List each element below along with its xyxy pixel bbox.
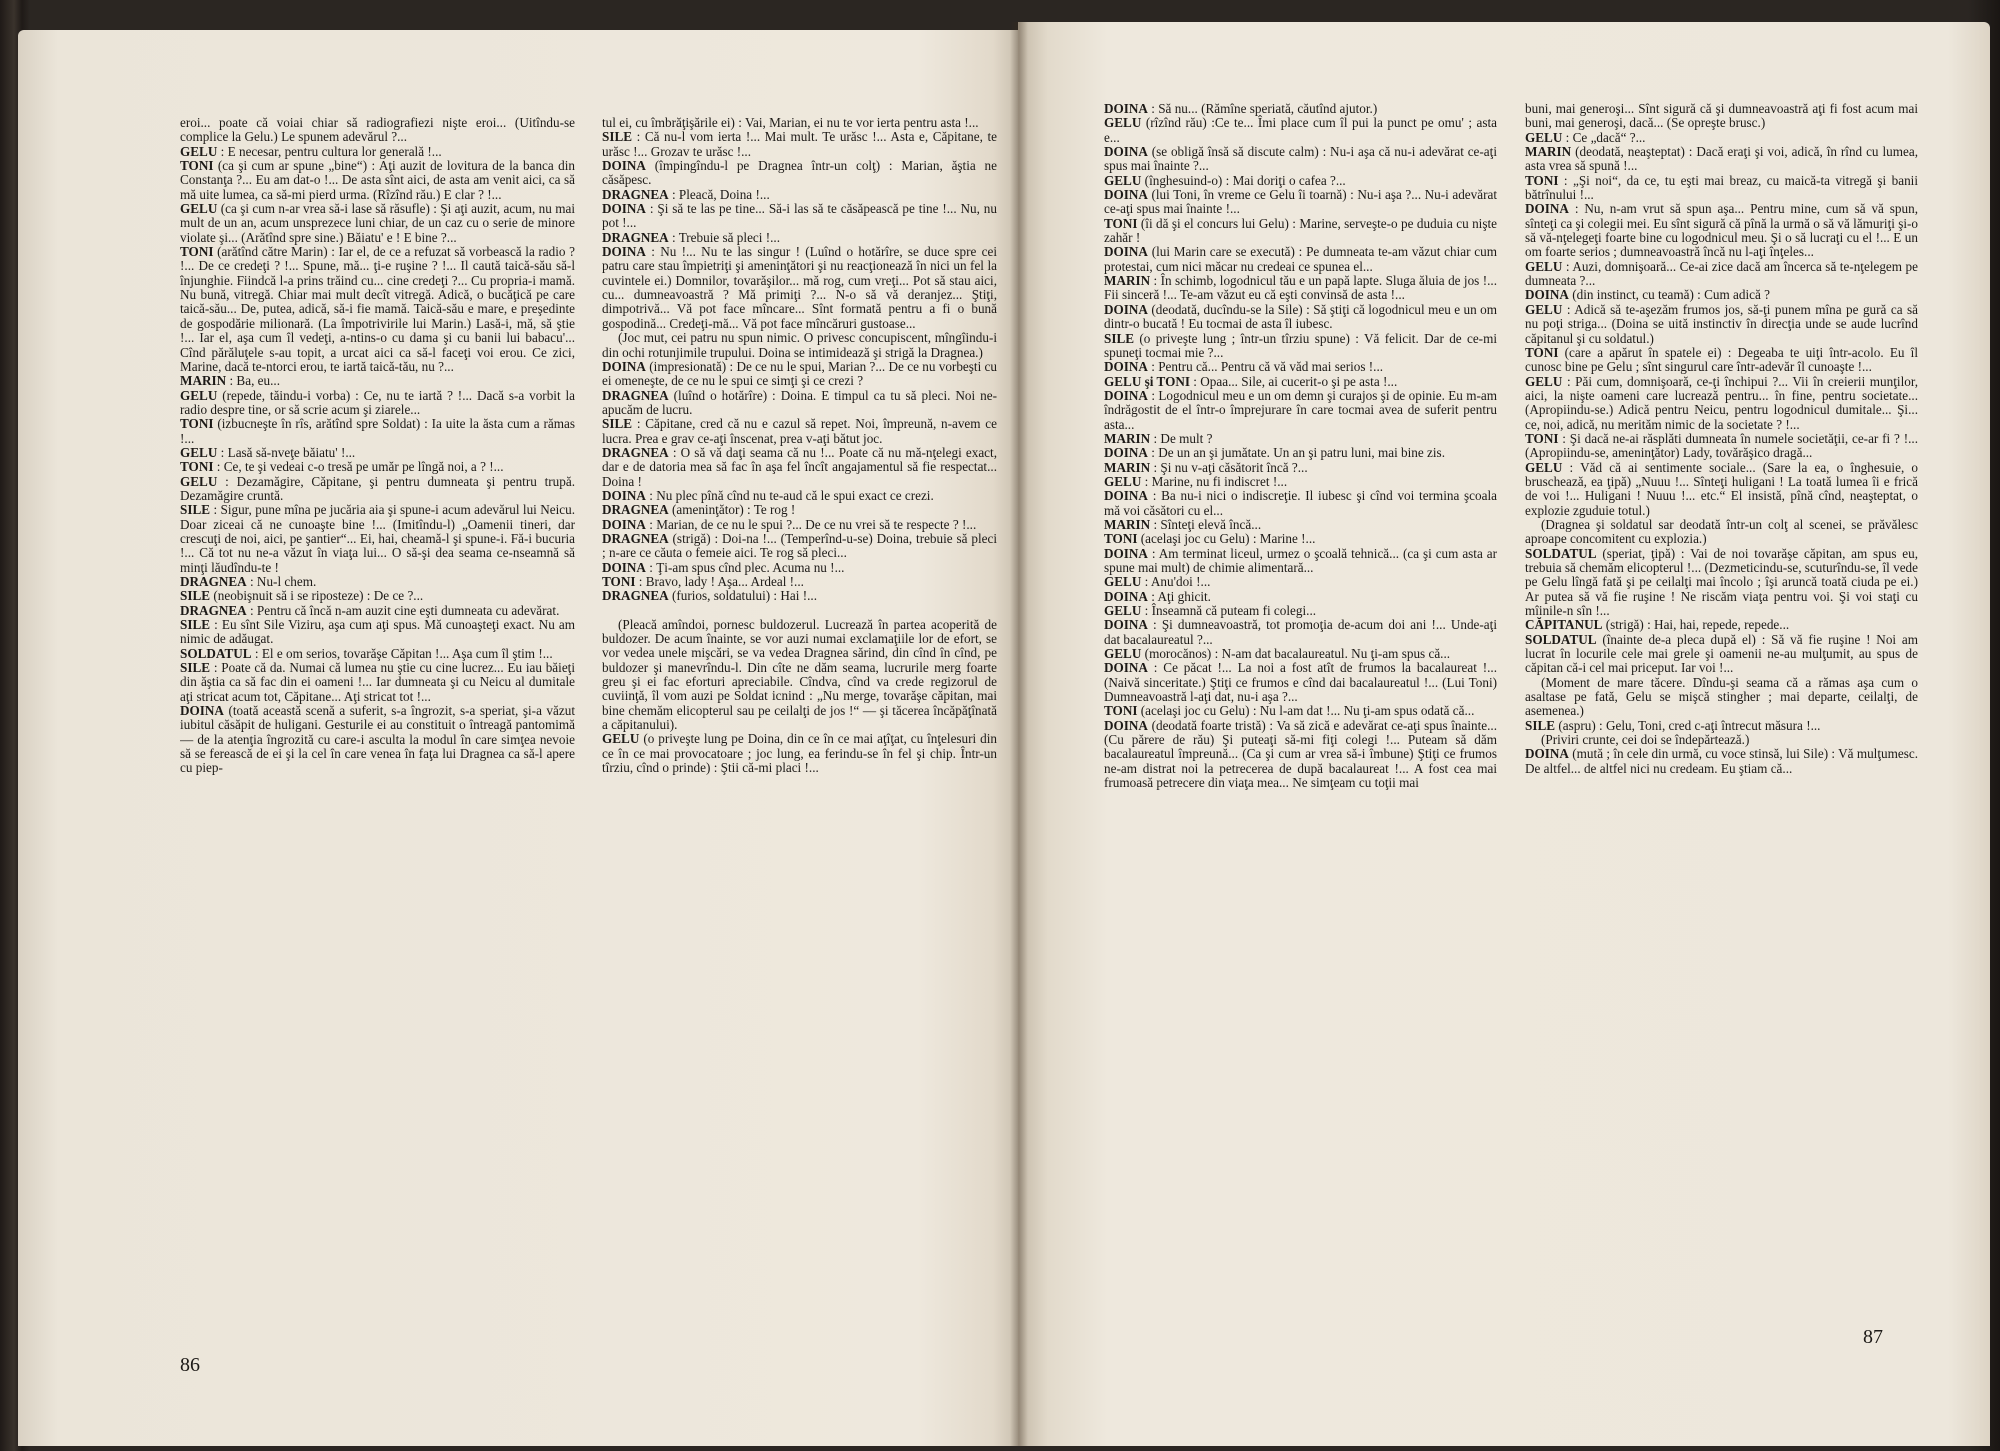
- speaker-name: GELU: [1525, 301, 1563, 317]
- right-page: [1018, 22, 1990, 1446]
- text-paragraph: GELU : E necesar, pentru cultura lor generală !...: [180, 143, 442, 159]
- speaker-name: SILE: [180, 502, 211, 518]
- text-paragraph: DOINA : Marian, de ce nu le spui ?... De ce nu vrei să te respecte ? !...: [602, 516, 977, 532]
- text-paragraph: TONI : „Şi noi“, da ce, tu eşti mai breaz, cu maică-ta vitregă şi banii bătrînului !...: [1525, 172, 1918, 203]
- speaker-name: DRAGNEA: [602, 186, 669, 202]
- text-paragraph: TONI (acelaşi joc cu Gelu) : Marine !...: [1104, 531, 1316, 547]
- speaker-name: GELU: [1525, 129, 1563, 145]
- speaker-name: GELU: [1104, 473, 1142, 489]
- speaker-name: SILE: [180, 617, 211, 633]
- text-paragraph: DOINA (deodată, ducîndu-se la Sile) : Să ştiţi că logodnicul meu e un om dintr-o bucată ! Eu tocmai de asta îl iubesc.: [1104, 301, 1497, 332]
- text-paragraph: DOINA : De un an şi jumătate. Un an şi patru luni, mai bine zis.: [1104, 445, 1445, 461]
- text-paragraph: MARIN : Şi nu v-aţi căsătorit încă ?...: [1104, 459, 1308, 475]
- text-paragraph: DRAGNEA (furios, soldatului) : Hai !...: [602, 588, 818, 604]
- text-paragraph: MARIN : De mult ?: [1104, 430, 1213, 446]
- text-paragraph: DRAGNEA (ameninţător) : Te rog !: [602, 502, 796, 518]
- speaker-name: DOINA: [1104, 488, 1148, 504]
- speaker-name: GELU: [180, 143, 218, 159]
- text-paragraph: DRAGNEA : Pentru că încă n-am auzit cine eşti dumneata cu adevărat.: [180, 602, 560, 618]
- text-paragraph: SILE (aspru) : Gelu, Toni, cred c-aţi întrecut măsura !...: [1525, 717, 1821, 733]
- speaker-name: TONI: [1104, 531, 1138, 547]
- speaker-name: SOLDATUL: [180, 645, 252, 661]
- text-paragraph: SOLDATUL (speriat, ţipă) : Vai de noi tovarăşe căpitan, am spus eu, trebuia să chemăm elicopterul !... (Dezmeticindu-se, scuturîndu-se, îl vede pe Gelu lîngă fată şi pe ceilalţi mai încolo ; îşi aruncă toată ciuda pe ei.) Ar putea să vă fie ruşine ! Ne riscăm viaţa pentru voi. Şi voi staţi cu mîinile-n sîn !...: [1525, 545, 1918, 619]
- speaker-name: DOINA: [1525, 746, 1569, 762]
- left-page-column-1: [180, 116, 575, 1146]
- text-paragraph: DRAGNEA : Pleacă, Doina !...: [602, 186, 770, 202]
- text-paragraph: TONI (îi dă şi el concurs lui Gelu) : Marine, serveşte-o pe duduia cu nişte zahăr !: [1104, 215, 1497, 246]
- page-number-right: 87: [1863, 1326, 1883, 1348]
- text-paragraph: SILE : Căpitane, cred că nu e cazul să repet. Noi, împreună, n-avem ce lucra. Prea e grav ce-aţi înscenat, prea v-aţi bătut joc.: [602, 416, 997, 446]
- text-paragraph: DOINA : Aţi ghicit.: [1104, 588, 1211, 604]
- speaker-name: DOINA: [1104, 588, 1148, 604]
- text-paragraph: GELU (rîzînd rău) :Ce te... Îmi place cum îl pui la punct pe omu' ; asta e...: [1104, 115, 1497, 145]
- text-paragraph: DOINA (mută ; în cele din urmă, cu voce stinsă, lui Sile) : Vă mulţumesc. De altfel... de altfel nici nu credeam. Eu ştiam că...: [1525, 746, 1918, 776]
- text-paragraph: DOINA (din instinct, cu teamă) : Cum adică ?: [1525, 287, 1771, 303]
- speaker-name: TONI: [1525, 344, 1559, 360]
- text-paragraph: eroi... poate că voiai chiar să radiografiezi nişte eroi... (Uitîndu-se complice la Gelu.) Le spunem adevărul ?...: [180, 116, 575, 145]
- speaker-name: GELU: [1525, 459, 1563, 475]
- speaker-name: GELU: [180, 201, 218, 217]
- text-paragraph: GELU (repede, tăindu-i vorba) : Ce, nu te iartă ? !... Dacă s-a vorbit la radio despre tine, or să scrie acum şi ziarele...: [180, 387, 575, 417]
- speaker-name: MARIN: [1104, 516, 1151, 532]
- speaker-name: GELU: [1104, 115, 1142, 131]
- speaker-name: TONI: [1104, 215, 1138, 231]
- speaker-name: TONI: [180, 459, 214, 475]
- text-paragraph: DRAGNEA (luînd o hotărîre) : Doina. E timpul ca tu să pleci. Noi ne-apucăm de lucru.: [602, 387, 997, 417]
- text-paragraph: DOINA (lui Marin care se execută) : Pe dumneata te-am văzut chiar cum protestai, cum nici măcar nu credeai ce spunea el...: [1104, 244, 1497, 274]
- speaker-name: DOINA: [1104, 387, 1148, 403]
- text-paragraph: TONI (ca şi cum ar spune „bine“) : Aţi auzit de lovitura de la banca din Constanţa ?... Eu am dat-o !... De asta sînt aici, de asta am venit aici, ca să mă uite lumea, ca să-mi pierd urma. (Rîzînd rău.) E clar ? !...: [180, 158, 575, 202]
- text-paragraph: MARIN : Ba, eu...: [180, 373, 280, 389]
- speaker-name: DRAGNEA: [602, 229, 669, 245]
- speaker-name: SILE: [180, 660, 211, 676]
- speaker-name: DOINA: [1104, 359, 1148, 375]
- text-paragraph: SILE : Poate că da. Numai că lumea nu ştie cu cine lucrez... Eu iau băieţi din ăştia ca să fac din ei oameni !... Iar dumneata şi cu Neicu al dumitale aţi stricat acum tot, Căpitane... Aţi stricat tot !...: [180, 660, 575, 704]
- text-paragraph: DOINA : Nu, n-am vrut să spun aşa... Pentru mine, cum să vă spun, sînteţi ca şi colegii mei. Eu sînt sigură că pînă la urmă o să vă lămuriţi şi-o să vă-nţelegeţi foarte bine cu logodnicul meu. Şi o să lucraţi cu el !... E un om foarte serios ; dumneavoastră încă nu l-aţi înţeles...: [1525, 201, 1918, 260]
- speaker-name: TONI: [180, 158, 214, 174]
- speaker-name: GELU: [180, 444, 218, 460]
- text-paragraph: DOINA : Logodnicul meu e un om demn şi curajos şi de opinie. Eu m-am îndrăgostit de el într-o împrejurare în care tocmai avea de suferit pentru asta...: [1104, 387, 1497, 432]
- speaker-name: CĂPITANUL: [1525, 617, 1603, 633]
- speaker-name: GELU şi TONI: [1104, 373, 1190, 389]
- text-paragraph: GELU : Lasă să-nveţe băiatu' !...: [180, 444, 356, 460]
- text-paragraph: TONI : Bravo, lady ! Aşa... Ardeal !...: [602, 574, 804, 589]
- speaker-name: MARIN: [1104, 273, 1151, 289]
- text-paragraph: DOINA : Să nu... (Rămîne speriată, căutînd ajutor.): [1104, 102, 1378, 116]
- page-number-left: 86: [180, 1354, 200, 1376]
- text-paragraph: DOINA : Şi să te las pe tine... Să-i las să te căsăpească pe tine !... Nu, nu pot !...: [602, 201, 997, 231]
- text-paragraph: DOINA : Nu !... Nu te las singur ! (Luînd o hotărîre, se duce spre cei patru care stau împietriţi şi ameninţători şi nu reacţionează în nici un fel la cuvintele ei.) Domnilor, tovarăşilor... mă rog, cum vreţi... Pot să stau aici, cu... dumneavoastră ? Mă primiţi ?... N-o să vă deranjez... Ştiţi, dimpotrivă... Vă pot face mîncare... Sînt formată pentru a fi o bună gospodină... Credeţi-mă... Vă pot face mîncăruri gustoase...: [602, 244, 997, 331]
- text-paragraph: MARIN : În schimb, logodnicul tău e un papă lapte. Sluga ăluia de jos !... Fii sinceră !... Te-am văzut eu că eşti convinsă de asta !...: [1104, 273, 1497, 303]
- text-paragraph: DOINA : Ţi-am spus cînd plec. Acuma nu !...: [602, 559, 845, 575]
- speaker-name: DOINA: [1104, 717, 1148, 733]
- text-paragraph: TONI (izbucneşte în rîs, arătînd spre Soldat) : Ia uite la ăsta cum a rămas !...: [180, 416, 575, 446]
- text-paragraph: SILE : Eu sînt Sile Viziru, aşa cum aţi spus. Mă cunoaşteţi exact. Nu am nimic de adăugat.: [180, 617, 575, 647]
- text-paragraph: GELU : Adică să te-aşezăm frumos jos, să-ţi punem mîna pe gură ca să nu poţi striga... (Doina se uită instinctiv în direcţia unde se aude lucrînd căpitanul şi cu soldatul.): [1525, 301, 1918, 346]
- text-paragraph: DRAGNEA (strigă) : Doi-na !... (Temperînd-u-se) Doina, trebuie să pleci ; n-are ce căuta o femeie aici. Te rog să pleci...: [602, 530, 997, 561]
- speaker-name: MARIN: [1525, 144, 1572, 160]
- text-paragraph: GELU (morocănos) : N-am dat bacalaureatul. Nu ţi-am spus că...: [1104, 646, 1451, 662]
- text-paragraph: MARIN : Sînteţi elevă încă...: [1104, 516, 1262, 532]
- speaker-name: SOLDATUL: [1525, 631, 1597, 647]
- text-paragraph: DOINA : Ba nu-i nici o indiscreţie. Il iubesc şi cînd voi termina şcoala mă voi căsători cu el...: [1104, 488, 1497, 518]
- speaker-name: DOINA: [1104, 187, 1148, 203]
- speaker-name: DOINA: [602, 487, 646, 503]
- text-paragraph: DOINA : Am terminat liceul, urmez o şcoală tehnică... (ca şi cum asta ar spune mai mult) de chimie alimentară...: [1104, 545, 1497, 575]
- speaker-name: MARIN: [180, 373, 227, 389]
- text-paragraph: GELU (înghesuind-o) : Mai doriţi o cafea ?...: [1104, 172, 1346, 188]
- speaker-name: DOINA: [602, 201, 646, 217]
- speaker-name: DRAGNEA: [180, 574, 247, 589]
- text-paragraph: TONI (acelaşi joc cu Gelu) : Nu l-am dat !... Nu ţi-am spus odată că...: [1104, 703, 1475, 719]
- text-paragraph: GELU : Dezamăgire, Căpitane, şi pentru dumneata şi pentru trupă. Dezamăgire cruntă.: [180, 473, 575, 503]
- speaker-name: DOINA: [1104, 445, 1148, 461]
- text-paragraph: DOINA (împingîndu-l pe Dragnea într-un colţ) : Marian, ăştia ne căsăpesc.: [602, 158, 997, 188]
- text-paragraph: DOINA (impresionată) : De ce nu le spui, Marian ?... De ce nu vorbeşti cu ei omeneşte, de ce nu le spui ce simţi şi ce crezi ?: [602, 358, 997, 389]
- speaker-name: DOINA: [180, 703, 224, 719]
- text-paragraph: SOLDATUL : El e om serios, tovarăşe Căpitan !... Aşa cum îl ştim !...: [180, 645, 553, 661]
- speaker-name: TONI: [180, 416, 214, 432]
- speaker-name: TONI: [180, 244, 214, 260]
- text-paragraph: DOINA : Ce păcat !... La noi a fost atît de frumos la bacalaureat !... (Naivă sinceritate.) Ştiţi ce frumos e cînd dai bacalaureatul !... (Lui Toni) Dumneavoastră l-aţi dat, nu-i aşa ?...: [1104, 660, 1497, 705]
- speaker-name: DOINA: [602, 559, 646, 575]
- text-paragraph: DOINA : Pentru că... Pentru că vă văd mai serios !...: [1104, 359, 1384, 375]
- text-paragraph: GELU : Marine, nu fi indiscret !...: [1104, 473, 1288, 489]
- speaker-name: GELU: [1104, 603, 1142, 619]
- speaker-name: SILE: [1104, 330, 1135, 346]
- text-paragraph: SILE : Sigur, pune mîna pe jucăria aia şi spune-i acum adevărul lui Neicu. Doar ziceai că ne cunoaşte bine !... (Imitîndu-l) „Oamenii tineri, dar crescuţi de noi, aici, pe şantier“... Ei, hai, cheamă-l şi spune-i. Fă-i bucuria !... Că tot nu ne-a văzut în viaţa lui... O să-şi dea seama ce-nseamnă să minţi lăudîndu-te !: [180, 502, 575, 575]
- speaker-name: SILE: [602, 416, 633, 432]
- right-page-column-1: [1104, 102, 1497, 1112]
- speaker-name: SOLDATUL: [1525, 545, 1597, 561]
- text-paragraph: buni, mai generoşi... Sînt sigură că şi dumneavoastră aţi fi fost acum mai buni, mai generoşi, dacă... (Se opreşte brusc.): [1525, 102, 1918, 131]
- text-paragraph: (Joc mut, cei patru nu spun nimic. O privesc concupiscent, mîngîindu-i din ochi rotunjimile trupului. Doina se intimidează şi strigă la Dragnea.): [602, 330, 997, 360]
- text-paragraph: SILE (o priveşte lung ; într-un tîrziu spune) : Vă felicit. Dar de ce-mi spuneţi tocmai mie ?...: [1104, 330, 1497, 360]
- speaker-name: GELU: [1525, 373, 1563, 389]
- text-paragraph: GELU : Înseamnă că puteam fi colegi...: [1104, 603, 1317, 619]
- text-paragraph: GELU şi TONI : Opaa... Sile, ai cucerit-o şi pe asta !...: [1104, 373, 1398, 389]
- text-paragraph: GELU : Anu'doi !...: [1104, 574, 1211, 590]
- speaker-name: DOINA: [602, 358, 646, 374]
- text-paragraph: DOINA (lui Toni, în vreme ce Gelu îi toarnă) : Nu-i aşa ?... Nu-i adevărat ce-aţi spus mai înainte !...: [1104, 187, 1497, 217]
- text-paragraph: GELU : Auzi, domnişoară... Ce-ai zice dacă am încerca să te-nţelegem pe dumneata ?...: [1525, 258, 1918, 289]
- text-paragraph: GELU : Păi cum, domnişoară, ce-ţi închipui ?... Vii în creierii munţilor, aici, la nişte oameni care lucrează pentru... în fine, pentru societate... (Apropiindu-se.) Adică pentru Neicu, pentru logodnicul dumitale... Şi... ce, noi, adică, nu merităm nimic de la societate ? !...: [1525, 373, 1918, 432]
- speaker-name: TONI: [1525, 430, 1559, 446]
- text-paragraph: DOINA (se obligă însă să discute calm) : Nu-i aşa că nu-i adevărat ce-aţi spus mai înainte ?...: [1104, 144, 1497, 174]
- speaker-name: GELU: [1104, 574, 1142, 590]
- text-paragraph: TONI (care a apărut în spatele ei) : Degeaba te uiţi într-acolo. Eu îl cunosc bine pe Gelu ; sînt singurul care într-adevăr îl cunoaşte !...: [1525, 344, 1918, 375]
- speaker-name: DRAGNEA: [602, 502, 669, 518]
- left-page: [18, 30, 1018, 1446]
- text-paragraph: (Dragnea şi soldatul sar deodată într-un colţ al scenei, se prăvălesc aproape concomitent cu explozia.): [1525, 516, 1918, 547]
- text-paragraph: (Pleacă amîndoi, pornesc buldozerul. Lucrează în partea acoperită de buldozer. De acum înainte, se vor auzi numai exclamaţiile lor de efort, se vor vedea unele mişcări, se va vedea Dragnea sărind, din cînd în cînd, pe buldozer şi manevrîndu-l. Din cîte ne dăm seama, lucrurile merg foarte greu şi ei fac eforturi apreciabile. Cîndva, cînd va crede regizorul de cuviinţă, îl vom auzi pe Soldat icnind : „Nu merge, tovarăşe căpitan, mai bine chemăm elicopterul sau pe ceilalţi de jos !“ — şi tăcerea încăpăţînată a căpitanului).: [602, 616, 997, 733]
- speaker-name: DOINA: [602, 158, 646, 174]
- text-paragraph: MARIN (deodată, neaşteptat) : Dacă eraţi şi voi, adică, în rînd cu lumea, asta vrea să spună !...: [1525, 144, 1918, 174]
- text-paragraph: (Priviri crunte, cei doi se îndepărtează.): [1541, 732, 1750, 748]
- speaker-name: DOINA: [602, 516, 646, 532]
- text-paragraph: tul ei, cu îmbrăţişările ei) : Vai, Marian, ei nu te vor ierta pentru asta !...: [602, 116, 979, 130]
- speaker-name: DRAGNEA: [602, 530, 669, 546]
- text-paragraph: TONI : Ce, te şi vedeai c-o tresă pe umăr pe lîngă noi, a ? !...: [180, 459, 504, 475]
- speaker-name: SILE: [602, 129, 633, 145]
- speaker-name: DOINA: [1104, 617, 1148, 633]
- text-paragraph: GELU (o priveşte lung pe Doina, din ce în ce mai aţîţat, cu înţelesuri din ce în ce mai provocatoare ; joc lung, ea ferindu-se în fel şi chip. Într-un tîrziu, cînd o prinde) : Ştii că-mi placi !...: [602, 731, 997, 776]
- speaker-name: MARIN: [1104, 430, 1151, 446]
- text-paragraph: TONI (arătînd către Marin) : Iar el, de ce a refuzat să vorbească la radio ? !... De ce credeţi ? !... Spune, mă... ţi-e ruşine ? !... Il caută taică-său să-l înjunghie. Fiindcă l-a prins trăind cu... cine credeţi ?... Cu propria-i mamă. Nu bună, vitregă. Chiar mai mult decît vitregă. Adică, o bucăţică pe care taică-său... De, putea, adică, să-i fie mamă. Taică-său e mare, e preşedinte de gospodărie milionară. (La împotrivirile lui Marin.) Lasă-i, mă, să ştie !... Iar el, aşa cum îl vedeţi, a-ntins-o cu dama şi cu banii lui babacu'... Cînd părăluţele s-au topit, a urcat aici ca să-l faceţi voi erou. Ce zici, Marine, dacă te-ntorci erou, te iartă taică-tău, nu ?...: [180, 244, 575, 374]
- text-paragraph: SOLDATUL (înainte de-a pleca după el) : Să vă fie ruşine ! Noi am lucrat în locurile cele mai grele şi oamenii ne-au mulţumit, au spus de căpitan că-i cel mai priceput. Iar voi !...: [1525, 631, 1918, 676]
- speaker-name: MARIN: [1104, 459, 1151, 475]
- speaker-name: DRAGNEA: [602, 588, 669, 604]
- speaker-name: TONI: [1104, 703, 1138, 719]
- speaker-name: DOINA: [1104, 660, 1148, 676]
- speaker-name: GELU: [1104, 172, 1142, 188]
- speaker-name: DRAGNEA: [602, 444, 669, 460]
- speaker-name: DOINA: [602, 244, 646, 260]
- text-paragraph: DRAGNEA : Trebuie să pleci !...: [602, 229, 781, 245]
- speaker-name: GELU: [1104, 646, 1142, 662]
- text-paragraph: SILE : Că nu-l vom ierta !... Mai mult. Te urăsc !... Asta e, Căpitane, te urăsc !... Grozav te urăsc !...: [602, 129, 997, 159]
- speaker-name: GELU: [602, 731, 640, 747]
- text-paragraph: DOINA (toată această scenă a suferit, s-a îngrozit, s-a speriat, şi-a văzut iubitul căsăpit de huligani. Gesturile ei au constituit o întreagă pantomimă — de la atenţia îngrozită cu care-i asculta la modul în care simţea nevoie să se ferească de ei şi la cel în care venea în faţa lui Dragnea ca să-l apere cu piep-: [180, 703, 575, 776]
- speaker-name: DRAGNEA: [602, 387, 669, 403]
- speaker-name: SILE: [1525, 717, 1556, 733]
- speaker-name: SILE: [180, 588, 211, 604]
- speaker-name: DOINA: [1104, 244, 1148, 260]
- text-paragraph: GELU : Văd că ai sentimente sociale... (Sare la ea, o înghesuie, o bruschează, ea ţipă) „Nuuu !... Sînteţi huligani ! La toată lumea îi e frică de voi !... Huligani ! Nuuu !... etc.“ El insistă, pînă cînd, neaşteptat, o explozie zguduie totul.): [1525, 459, 1918, 518]
- right-page-column-2: [1525, 102, 1918, 1112]
- speaker-name: DOINA: [1525, 287, 1569, 303]
- text-paragraph: SILE (neobişnuit să i se riposteze) : De ce ?...: [180, 588, 424, 604]
- speaker-name: GELU: [180, 473, 218, 489]
- speaker-name: TONI: [1525, 172, 1559, 188]
- speaker-name: TONI: [602, 574, 636, 589]
- text-paragraph: DOINA : Şi dumneavoastră, tot promoţia de-acum doi ani !... Unde-aţi dat bacalaureatul ?...: [1104, 617, 1497, 647]
- speaker-name: DOINA: [1104, 102, 1148, 116]
- text-paragraph: GELU : Ce „dacă“ ?...: [1525, 129, 1646, 145]
- text-paragraph: (Moment de mare tăcere. Dîndu-şi seama că a rămas aşa cum o asaltase pe fată, Gelu se mişcă stingher ; mai departe, ceilalţi, de asemenea.): [1525, 674, 1918, 719]
- text-paragraph: CĂPITANUL (strigă) : Hai, hai, repede, repede...: [1525, 617, 1790, 633]
- left-page-column-2: [602, 116, 997, 1146]
- speaker-name: DOINA: [1104, 144, 1148, 160]
- speaker-name: DRAGNEA: [180, 602, 247, 618]
- text-paragraph: DOINA : Nu plec pînă cînd nu te-aud că le spui exact ce crezi.: [602, 487, 934, 503]
- speaker-name: GELU: [1525, 258, 1563, 274]
- speaker-name: DOINA: [1104, 545, 1148, 561]
- text-paragraph: TONI : Şi dacă ne-ai răsplăti dumneata în numele societăţii, ce-ar fi ? !... (Apropiindu-se, ameninţător) Lady, tovărăşico dragă...: [1525, 430, 1918, 461]
- text-paragraph: DOINA (deodată foarte tristă) : Va să zică e adevărat ce-aţi spus înainte... (Cu părere de rău) Şi puteaţi să-mi fiţi colegi !... Puteam să dăm bacalaureatul împreună... (Ca şi cum ar vrea să-i îmbune) Ştiţi ce frumos ne-am distrat noi la petrecerea de după bacalaureat !... A fost cea mai frumoasă petrecere din viaţa mea... Ne simţeam cu toţii mai: [1104, 717, 1497, 791]
- speaker-name: GELU: [180, 387, 218, 403]
- text-paragraph: DRAGNEA : O să vă daţi seama că nu !... Poate că nu mă-nţelegi exact, dar e de datoria mea să fac în aşa fel încît angajamentul să fie respectat... Doina !: [602, 444, 997, 489]
- text-paragraph: DRAGNEA : Nu-l chem.: [180, 574, 317, 589]
- speaker-name: DOINA: [1525, 201, 1569, 217]
- speaker-name: DOINA: [1104, 301, 1148, 317]
- text-paragraph: GELU (ca şi cum n-ar vrea să-i lase să răsufle) : Şi aţi auzit, acum, nu mai mult de un an, acum unsprezece luni chiar, de un caz cu o serie de minore violate şi... (Arătînd spre sine.) Băiatu' e ! E bine ?...: [180, 201, 575, 245]
